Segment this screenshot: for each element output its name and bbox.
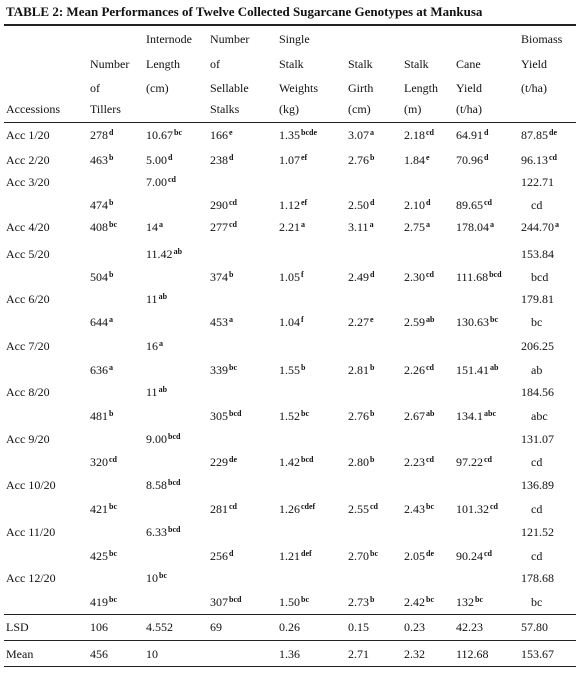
accession-label: Acc 7/20 <box>6 339 50 353</box>
significance-letter: bc <box>229 363 237 372</box>
table-cell: 87.85de <box>521 128 557 142</box>
table-cell: 1.50$^{bc}$ <box>279 595 309 609</box>
significance-letter: d <box>168 153 173 162</box>
significance-letter: d <box>484 153 489 162</box>
significance-letter: bc <box>531 315 543 329</box>
table-cell: $305^{bcd}$ <box>210 409 242 423</box>
significance-letter: ab <box>158 385 168 394</box>
significance-letter: cd <box>370 502 378 511</box>
significance-letter: cd <box>531 549 543 563</box>
column-header: Single <box>279 32 310 46</box>
significance-letter: a <box>490 220 494 229</box>
significance-letter: cd <box>426 363 434 372</box>
table-cell: 1.21$^{def}$ <box>279 549 312 563</box>
table-cell: 2.50$^d$ <box>348 198 375 212</box>
significance-letter: bc <box>301 409 309 418</box>
table-cell: 244.70$^a$ <box>521 220 559 234</box>
table-rule <box>4 122 576 123</box>
table-cell: 2.76$^b$ <box>348 409 375 423</box>
significance-letter: bc <box>490 315 498 324</box>
table-cell: 2.76$^b$ <box>348 153 375 167</box>
table-cell: 2.26$^{cd}$ <box>404 363 434 377</box>
table-cell: 2.10$^d$ <box>404 198 431 212</box>
table-cell: 2.27e <box>348 315 374 329</box>
table-cell: 1.55$^b$ <box>279 363 306 377</box>
summary-cell: 153.67 <box>521 647 554 661</box>
table-cell: 16$^a$ <box>146 339 163 353</box>
table-cell: 166e <box>210 128 233 142</box>
significance-letter: ab <box>490 363 499 372</box>
summary-cell: 4.552 <box>146 620 173 634</box>
accession-label: Acc 10/20 <box>6 478 56 492</box>
table-cell: 136.89 <box>521 478 554 492</box>
significance-letter: f <box>301 315 304 324</box>
table-rule <box>4 666 576 667</box>
significance-letter: d <box>109 128 114 137</box>
column-header: of <box>210 57 220 71</box>
table-cell: $1.35^{bcde}$ <box>279 128 317 142</box>
table-cell: 2.67$^{ab}$ <box>404 409 435 423</box>
significance-letter: a <box>159 339 163 348</box>
table-cell: 453$^a$ <box>210 315 233 329</box>
significance-letter: a <box>229 315 233 324</box>
table-cell: $281^{cd}$ <box>210 502 237 516</box>
significance-letter: b <box>370 153 375 162</box>
table-cell: 134.1$^{abc}$ <box>456 409 496 423</box>
table-cell: 151.41$^{ab}$ <box>456 363 499 377</box>
table-cell: 1.84e <box>404 153 430 167</box>
table-cell: $307^{bcd}$ <box>210 595 242 609</box>
column-header: (cm) <box>146 81 169 95</box>
accession-label: Acc 5/20 <box>6 247 50 261</box>
summary-cell: 57.80 <box>521 620 548 634</box>
table-cell: $339^{bc}$ <box>210 363 237 377</box>
table-cell: 644$^a$ <box>90 315 113 329</box>
column-header: (kg) <box>279 102 299 116</box>
table-cell: 1.12$^{ef}$ <box>279 198 308 212</box>
significance-letter: cd <box>549 153 557 162</box>
significance-letter: b <box>109 153 114 162</box>
significance-letter: a <box>109 315 113 324</box>
table-cell: 178.04$^a$ <box>456 220 494 234</box>
significance-letter: a <box>109 363 113 372</box>
table-cell: 6.33$^{bcd}$ <box>146 525 181 539</box>
table-cell: 97.22$^{cd}$ <box>456 455 492 469</box>
column-header: (t/ha) <box>456 102 482 116</box>
table-cell: 1.42$^{bcd}$ <box>279 455 314 469</box>
significance-letter: d <box>484 128 489 137</box>
significance-letter: cd <box>531 502 543 516</box>
table-cell: 2.23$^{cd}$ <box>404 455 434 469</box>
summary-cell: 10 <box>146 647 158 661</box>
table-cell: 101.32$^{cd}$ <box>456 502 498 516</box>
significance-letter: abc <box>531 409 548 423</box>
significance-letter: bc <box>159 571 167 580</box>
significance-letter: d <box>229 153 234 162</box>
significance-letter: def <box>301 549 312 558</box>
significance-letter: b <box>109 198 114 207</box>
table-cell: 238$^d$ <box>210 153 234 167</box>
table-cell: 2.21$^a$ <box>279 220 305 234</box>
table-cell: $11^{ab}$ <box>146 292 168 306</box>
table-cell: 1.52$^{bc}$ <box>279 409 309 423</box>
column-header: Stalk <box>404 57 429 71</box>
significance-letter: b <box>109 409 114 418</box>
column-header: Length <box>404 81 438 95</box>
significance-letter: cd <box>426 455 434 464</box>
significance-letter: bc <box>370 549 378 558</box>
column-header: Yield <box>521 57 547 71</box>
significance-letter: cd <box>484 455 492 464</box>
significance-letter: cd <box>531 198 543 212</box>
table-cell: 504$^b$ <box>90 270 114 284</box>
significance-letter: cdef <box>301 502 316 511</box>
table-cell: 1.04$^f$ <box>279 315 304 329</box>
table-cell: $425^{bc}$ <box>90 549 117 563</box>
table-cell: 636$^a$ <box>90 363 113 377</box>
table-cell: $277^{cd}$ <box>210 220 237 234</box>
column-header: (m) <box>404 102 422 116</box>
significance-letter: bc <box>109 595 117 604</box>
table-cell: 3.11$^a$ <box>348 220 374 234</box>
table-cell: 2.42$^{bc}$ <box>404 595 434 609</box>
significance-letter: ab <box>426 315 435 324</box>
column-header: Yield <box>456 81 482 95</box>
table-cell: 121.52 <box>521 525 554 539</box>
table-cell: 229de <box>210 455 237 469</box>
significance-letter: cd <box>531 455 543 469</box>
significance-letter: b <box>301 363 306 372</box>
significance-letter: cd <box>484 549 492 558</box>
significance-letter: a <box>301 220 305 229</box>
significance-letter: bcd <box>229 409 242 418</box>
table-cell: 2.80$^b$ <box>348 455 375 469</box>
summary-cell: 106 <box>90 620 108 634</box>
significance-letter: bcd <box>531 270 549 284</box>
significance-letter: cd <box>490 502 498 511</box>
table-cell: 179.81 <box>521 292 554 306</box>
table-cell: 2.18$^{cd}$ <box>404 128 434 142</box>
table-cell: 14$^a$ <box>146 220 163 234</box>
significance-letter: bc <box>109 549 117 558</box>
table-cell: 184.56 <box>521 385 554 399</box>
significance-letter: d <box>229 549 234 558</box>
significance-letter: e <box>370 315 374 324</box>
table-cell: 256$^d$ <box>210 549 234 563</box>
table-cell: 2.55$^{cd}$ <box>348 502 378 516</box>
summary-cell: 2.71 <box>348 647 369 661</box>
table-cell: 153.84 <box>521 247 554 261</box>
column-header: Length <box>146 57 180 71</box>
column-header: (t/ha) <box>521 81 547 95</box>
significance-letter: ab <box>531 363 543 377</box>
table-cell: 278$^d$ <box>90 128 114 142</box>
summary-cell: 0.15 <box>348 620 369 634</box>
significance-letter: bc <box>426 502 434 511</box>
table-cell: $1.26^{cdef}$ <box>279 502 316 516</box>
table-title: TABLE 2: Mean Performances of Twelve Collected Sugarcane Genotypes at Mankusa <box>6 4 483 19</box>
accession-label: Acc 3/20 <box>6 175 50 189</box>
summary-cell: 69 <box>210 620 222 634</box>
summary-cell: 0.23 <box>404 620 425 634</box>
accession-label: Acc 12/20 <box>6 571 56 585</box>
column-header: Internode <box>146 32 192 46</box>
significance-letter: a <box>369 220 374 229</box>
significance-letter: ab <box>426 409 435 418</box>
significance-letter: a <box>159 220 163 229</box>
table-cell: 2.73$^b$ <box>348 595 375 609</box>
significance-letter: e <box>229 128 233 137</box>
table-cell: 122.71 <box>521 175 554 189</box>
summary-cell: 0.26 <box>279 620 300 634</box>
summary-cell: 112.68 <box>456 647 489 661</box>
column-header: Tillers <box>90 102 121 116</box>
summary-cell: 456 <box>90 647 108 661</box>
accession-label: Acc 4/20 <box>6 220 50 234</box>
column-header: Accessions <box>6 102 60 116</box>
significance-letter: cd <box>168 175 176 184</box>
significance-letter: bc <box>109 220 117 229</box>
significance-letter: b <box>229 270 234 279</box>
table-cell: 131.07 <box>521 432 554 446</box>
significance-letter: bc <box>109 502 117 511</box>
significance-letter: cd <box>229 198 237 207</box>
column-header: Sellable <box>210 81 249 95</box>
significance-letter: bcd <box>301 455 314 464</box>
table-cell: 206.25 <box>521 339 554 353</box>
table-cell: 481$^b$ <box>90 409 114 423</box>
table-cell: $320^{cd}$ <box>90 455 117 469</box>
table-cell: 64.91$^d$ <box>456 128 489 142</box>
accession-label: Acc 8/20 <box>6 385 50 399</box>
table-cell: 2.49$^d$ <box>348 270 375 284</box>
table-cell: $419^{bc}$ <box>90 595 117 609</box>
summary-cell: 2.32 <box>404 647 425 661</box>
table-cell: 3.07$^a$ <box>348 128 374 142</box>
significance-letter: bc <box>475 595 483 604</box>
table-cell: 2.70$^{bc}$ <box>348 549 378 563</box>
table-cell: 2.43$^{bc}$ <box>404 502 434 516</box>
significance-letter: b <box>370 409 375 418</box>
significance-letter: bc <box>426 595 434 604</box>
table-cell: 8.58$^{bcd}$ <box>146 478 181 492</box>
table-rule <box>4 640 576 641</box>
significance-letter: cd <box>229 502 237 511</box>
significance-letter: f <box>301 270 304 279</box>
table-rule <box>4 25 576 26</box>
column-header: Cane <box>456 57 481 71</box>
column-header: Stalk <box>348 57 373 71</box>
significance-letter: bc <box>531 595 543 609</box>
significance-letter: ab <box>158 292 168 301</box>
significance-letter: cd <box>109 455 117 464</box>
column-header: Number <box>210 32 250 46</box>
table-cell: 2.30$^{cd}$ <box>404 270 434 284</box>
table-cell: $290^{cd}$ <box>210 198 237 212</box>
table-cell: 9.00$^{bcd}$ <box>146 432 181 446</box>
significance-letter: a <box>370 128 374 137</box>
table-cell: $408^{bc}$ <box>90 220 117 234</box>
column-header: Weights <box>279 81 319 95</box>
significance-letter: e <box>426 153 430 162</box>
significance-letter: de <box>549 128 557 137</box>
significance-letter: bc <box>174 128 182 137</box>
column-header: Girth <box>348 81 374 95</box>
column-header: Stalk <box>279 57 304 71</box>
column-header: Stalks <box>210 102 240 116</box>
table-cell: 2.81$^b$ <box>348 363 375 377</box>
table-cell: 463$^b$ <box>90 153 114 167</box>
significance-letter: bcd <box>489 270 502 279</box>
significance-letter: b <box>370 455 375 464</box>
table-cell: 89.65$^{cd}$ <box>456 198 492 212</box>
significance-letter: bcd <box>168 432 181 441</box>
table-cell: $10^{bc}$ <box>146 571 167 585</box>
table-cell: 11.42$^{ab}$ <box>146 247 183 261</box>
significance-letter: de <box>229 455 237 464</box>
significance-letter: a <box>555 220 559 229</box>
significance-letter: bcd <box>168 478 181 487</box>
significance-letter: bcde <box>301 128 317 137</box>
summary-label: LSD <box>6 620 29 634</box>
accession-label: Acc 1/20 <box>6 128 50 142</box>
significance-letter: bcd <box>168 525 181 534</box>
significance-letter: ef <box>301 153 308 162</box>
table-cell: 374$^b$ <box>210 270 234 284</box>
column-header: of <box>90 81 100 95</box>
table-cell: 7.00$^{cd}$ <box>146 175 176 189</box>
table-rule <box>4 614 576 615</box>
summary-cell: 42.23 <box>456 620 483 634</box>
significance-letter: cd <box>426 270 434 279</box>
summary-label: Mean <box>6 647 34 661</box>
table-cell: $421^{bc}$ <box>90 502 117 516</box>
accession-label: Acc 2/20 <box>6 153 50 167</box>
significance-letter: ef <box>301 198 308 207</box>
significance-letter: bcd <box>229 595 242 604</box>
significance-letter: cd <box>484 198 492 207</box>
significance-letter: d <box>370 198 375 207</box>
accession-label: Acc 9/20 <box>6 432 50 446</box>
table-cell: 10.67$^{bc}$ <box>146 128 182 142</box>
significance-letter: b <box>370 363 375 372</box>
significance-letter: cd <box>229 220 237 229</box>
significance-letter: cd <box>426 128 434 137</box>
table-cell: 96.13$^{cd}$ <box>521 153 557 167</box>
accession-label: Acc 6/20 <box>6 292 50 306</box>
table-cell: 2.05de <box>404 549 434 563</box>
accession-label: Acc 11/20 <box>6 525 56 539</box>
column-header: (cm) <box>348 102 371 116</box>
significance-letter: a <box>426 220 430 229</box>
significance-letter: de <box>426 549 434 558</box>
table-cell: $11^{ab}$ <box>146 385 168 399</box>
table-cell: 474$^b$ <box>90 198 114 212</box>
significance-letter: abc <box>484 409 496 418</box>
table-cell: 111.68$^{bcd}$ <box>456 270 502 284</box>
significance-letter: d <box>426 198 431 207</box>
table-cell: 178.68 <box>521 571 554 585</box>
significance-letter: ab <box>173 247 183 256</box>
table-cell: 70.96$^d$ <box>456 153 489 167</box>
table-cell: 5.00$^d$ <box>146 153 173 167</box>
significance-letter: b <box>109 270 114 279</box>
column-header: Biomass <box>521 32 563 46</box>
summary-cell: 1.36 <box>279 647 300 661</box>
table-cell: 130.63$^{bc}$ <box>456 315 498 329</box>
table-cell: 2.59$^{ab}$ <box>404 315 435 329</box>
table-cell: 2.75$^a$ <box>404 220 430 234</box>
significance-letter: b <box>370 595 375 604</box>
table-cell: $132^{bc}$ <box>456 595 483 609</box>
significance-letter: d <box>370 270 375 279</box>
column-header: Number <box>90 57 130 71</box>
table-cell: 1.05$^f$ <box>279 270 304 284</box>
table-cell: 1.07$^{ef}$ <box>279 153 308 167</box>
significance-letter: bc <box>301 595 309 604</box>
table-cell: 90.24$^{cd}$ <box>456 549 492 563</box>
